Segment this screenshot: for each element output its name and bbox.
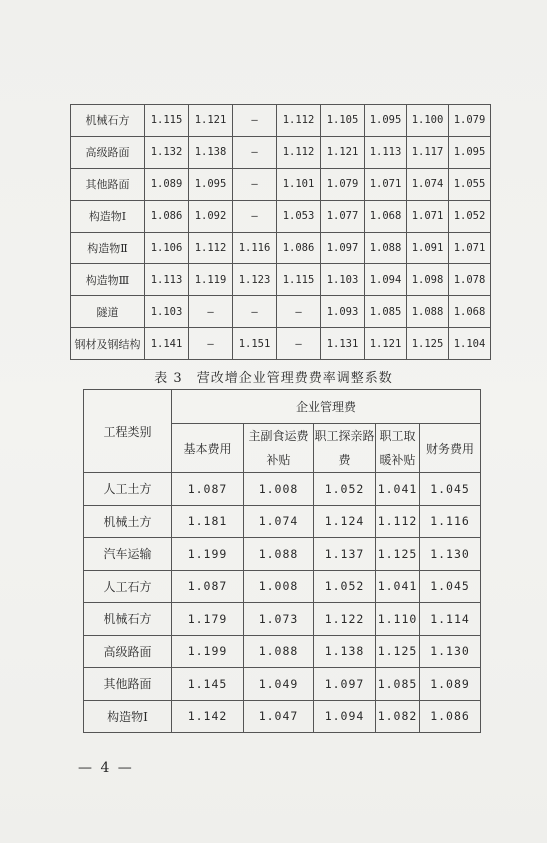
- table-cell: 1.045: [420, 570, 481, 603]
- table-cell: 1.079: [321, 168, 365, 200]
- table-cell: 1.008: [244, 473, 314, 506]
- table-cell: 1.116: [233, 232, 277, 264]
- table-row: [71, 328, 491, 360]
- row-label: 其他路面: [84, 668, 172, 701]
- table-row: [71, 200, 491, 232]
- table-cell: 1.142: [172, 700, 244, 733]
- table-cell: 1.151: [233, 328, 277, 360]
- table-cell: 1.125: [376, 538, 420, 571]
- table-cell: 1.123: [233, 264, 277, 296]
- table-cell: 1.085: [376, 668, 420, 701]
- table-cell: 1.130: [420, 538, 481, 571]
- table-row: [84, 473, 481, 506]
- table-cell: 1.077: [321, 200, 365, 232]
- table3-caption: 表 3 营改增企业管理费费率调整系数: [154, 371, 393, 386]
- row-label: 其他路面: [71, 168, 145, 200]
- row-label: 汽车运输: [84, 538, 172, 571]
- table-cell: 1.121: [321, 136, 365, 168]
- table-cell: 1.131: [321, 328, 365, 360]
- table-cell: 1.114: [420, 603, 481, 636]
- table-cell: 1.103: [145, 296, 189, 328]
- table-cell: 1.132: [145, 136, 189, 168]
- table-row: [84, 570, 481, 603]
- table-cell: 1.093: [321, 296, 365, 328]
- row-label: 人工土方: [84, 473, 172, 506]
- table-cell: 1.086: [145, 200, 189, 232]
- table-cell: 1.052: [449, 200, 491, 232]
- table-cell: –: [277, 296, 321, 328]
- table-cell: 1.113: [145, 264, 189, 296]
- table-cell: 1.137: [314, 538, 376, 571]
- table-cell: –: [189, 328, 233, 360]
- row-label: 高级路面: [71, 136, 145, 168]
- table3-management-fee-coefficients: [83, 389, 481, 733]
- table-cell: 1.117: [407, 136, 449, 168]
- table-cell: 1.089: [420, 668, 481, 701]
- table-cell: –: [233, 168, 277, 200]
- table-cell: 1.097: [321, 232, 365, 264]
- table-row: [84, 538, 481, 571]
- table-cell: 1.008: [244, 570, 314, 603]
- table-cell: 1.068: [449, 296, 491, 328]
- table-cell: 1.082: [376, 700, 420, 733]
- table-cell: 1.055: [449, 168, 491, 200]
- table-cell: 1.141: [145, 328, 189, 360]
- table-cell: 1.074: [407, 168, 449, 200]
- table-cell: 1.087: [172, 473, 244, 506]
- table-cell: 1.045: [420, 473, 481, 506]
- row-label: 高级路面: [84, 635, 172, 668]
- table-cell: 1.053: [277, 200, 321, 232]
- table-cell: 1.125: [376, 635, 420, 668]
- table-cell: 1.094: [365, 264, 407, 296]
- table-cell: 1.088: [365, 232, 407, 264]
- table-cell: 1.110: [376, 603, 420, 636]
- table-cell: 1.071: [365, 168, 407, 200]
- table-cell: 1.068: [365, 200, 407, 232]
- header-family-visit-travel: 职工探亲路费: [314, 424, 376, 473]
- table-cell: 1.041: [376, 473, 420, 506]
- table-cell: 1.116: [420, 505, 481, 538]
- table-cell: 1.130: [420, 635, 481, 668]
- row-label: 机械石方: [71, 105, 145, 137]
- table-cell: –: [233, 200, 277, 232]
- header-basic-cost: 基本费用: [172, 424, 244, 473]
- table-cell: 1.181: [172, 505, 244, 538]
- row-label: 构造物Ⅱ: [71, 232, 145, 264]
- header-heating-subsidy: 职工取暖补贴: [376, 424, 420, 473]
- header-management-fee: 企业管理费: [172, 390, 481, 424]
- row-label: 机械土方: [84, 505, 172, 538]
- table-row: [71, 136, 491, 168]
- table-cell: 1.047: [244, 700, 314, 733]
- header-category: 工程类别: [84, 390, 172, 473]
- table-row: [84, 635, 481, 668]
- table-cell: 1.049: [244, 668, 314, 701]
- table-cell: 1.095: [365, 105, 407, 137]
- table-cell: 1.071: [407, 200, 449, 232]
- table-row: [84, 700, 481, 733]
- table-cell: 1.089: [145, 168, 189, 200]
- table-cell: 1.106: [145, 232, 189, 264]
- table-cell: 1.086: [420, 700, 481, 733]
- rate-table-continued: [70, 104, 491, 360]
- table-cell: 1.097: [314, 668, 376, 701]
- table-cell: 1.121: [189, 105, 233, 137]
- table-cell: 1.098: [407, 264, 449, 296]
- table-cell: 1.088: [244, 635, 314, 668]
- table-cell: 1.105: [321, 105, 365, 137]
- table-cell: 1.086: [277, 232, 321, 264]
- table-cell: 1.085: [365, 296, 407, 328]
- table-cell: 1.145: [172, 668, 244, 701]
- header-food-transport-subsidy: 主副食运费补贴: [244, 424, 314, 473]
- table-row: [71, 168, 491, 200]
- table-cell: –: [189, 296, 233, 328]
- table-cell: 1.052: [314, 570, 376, 603]
- row-label: 构造物Ⅰ: [71, 200, 145, 232]
- table-cell: 1.092: [189, 200, 233, 232]
- table-cell: 1.052: [314, 473, 376, 506]
- table-cell: 1.101: [277, 168, 321, 200]
- table-cell: –: [233, 136, 277, 168]
- table-cell: 1.104: [449, 328, 491, 360]
- row-label: 构造物Ⅰ: [84, 700, 172, 733]
- table-cell: 1.112: [277, 105, 321, 137]
- table-cell: 1.073: [244, 603, 314, 636]
- table-cell: 1.138: [314, 635, 376, 668]
- table-cell: 1.122: [314, 603, 376, 636]
- header-financial-cost: 财务费用: [420, 424, 481, 473]
- table-cell: 1.100: [407, 105, 449, 137]
- table-row: [71, 264, 491, 296]
- row-label: 隧道: [71, 296, 145, 328]
- table-cell: 1.124: [314, 505, 376, 538]
- table-cell: 1.115: [277, 264, 321, 296]
- table-row: [71, 296, 491, 328]
- row-label: 人工石方: [84, 570, 172, 603]
- page-number: — 4 —: [78, 760, 134, 776]
- table-cell: 1.041: [376, 570, 420, 603]
- table-cell: 1.087: [172, 570, 244, 603]
- table-cell: 1.119: [189, 264, 233, 296]
- table-cell: 1.094: [314, 700, 376, 733]
- table-cell: 1.071: [449, 232, 491, 264]
- table-cell: 1.112: [277, 136, 321, 168]
- table-cell: 1.095: [449, 136, 491, 168]
- table-cell: 1.103: [321, 264, 365, 296]
- table-cell: 1.079: [449, 105, 491, 137]
- table-cell: –: [277, 328, 321, 360]
- table-cell: 1.091: [407, 232, 449, 264]
- row-label: 构造物Ⅲ: [71, 264, 145, 296]
- table-cell: 1.112: [189, 232, 233, 264]
- table-cell: 1.078: [449, 264, 491, 296]
- table-cell: –: [233, 105, 277, 137]
- table-cell: 1.121: [365, 328, 407, 360]
- row-label: 钢材及钢结构: [71, 328, 145, 360]
- table-row: [84, 505, 481, 538]
- table-row: [71, 232, 491, 264]
- row-label: 机械石方: [84, 603, 172, 636]
- table-cell: 1.115: [145, 105, 189, 137]
- table-cell: 1.125: [407, 328, 449, 360]
- table-cell: 1.179: [172, 603, 244, 636]
- table-cell: 1.199: [172, 635, 244, 668]
- table-cell: 1.199: [172, 538, 244, 571]
- table-cell: –: [233, 296, 277, 328]
- table-cell: 1.138: [189, 136, 233, 168]
- table-cell: 1.088: [407, 296, 449, 328]
- table-row: [84, 603, 481, 636]
- table-cell: 1.088: [244, 538, 314, 571]
- table-row: [84, 668, 481, 701]
- table-cell: 1.113: [365, 136, 407, 168]
- table-row: [71, 105, 491, 137]
- table-cell: 1.112: [376, 505, 420, 538]
- table-cell: 1.074: [244, 505, 314, 538]
- table-cell: 1.095: [189, 168, 233, 200]
